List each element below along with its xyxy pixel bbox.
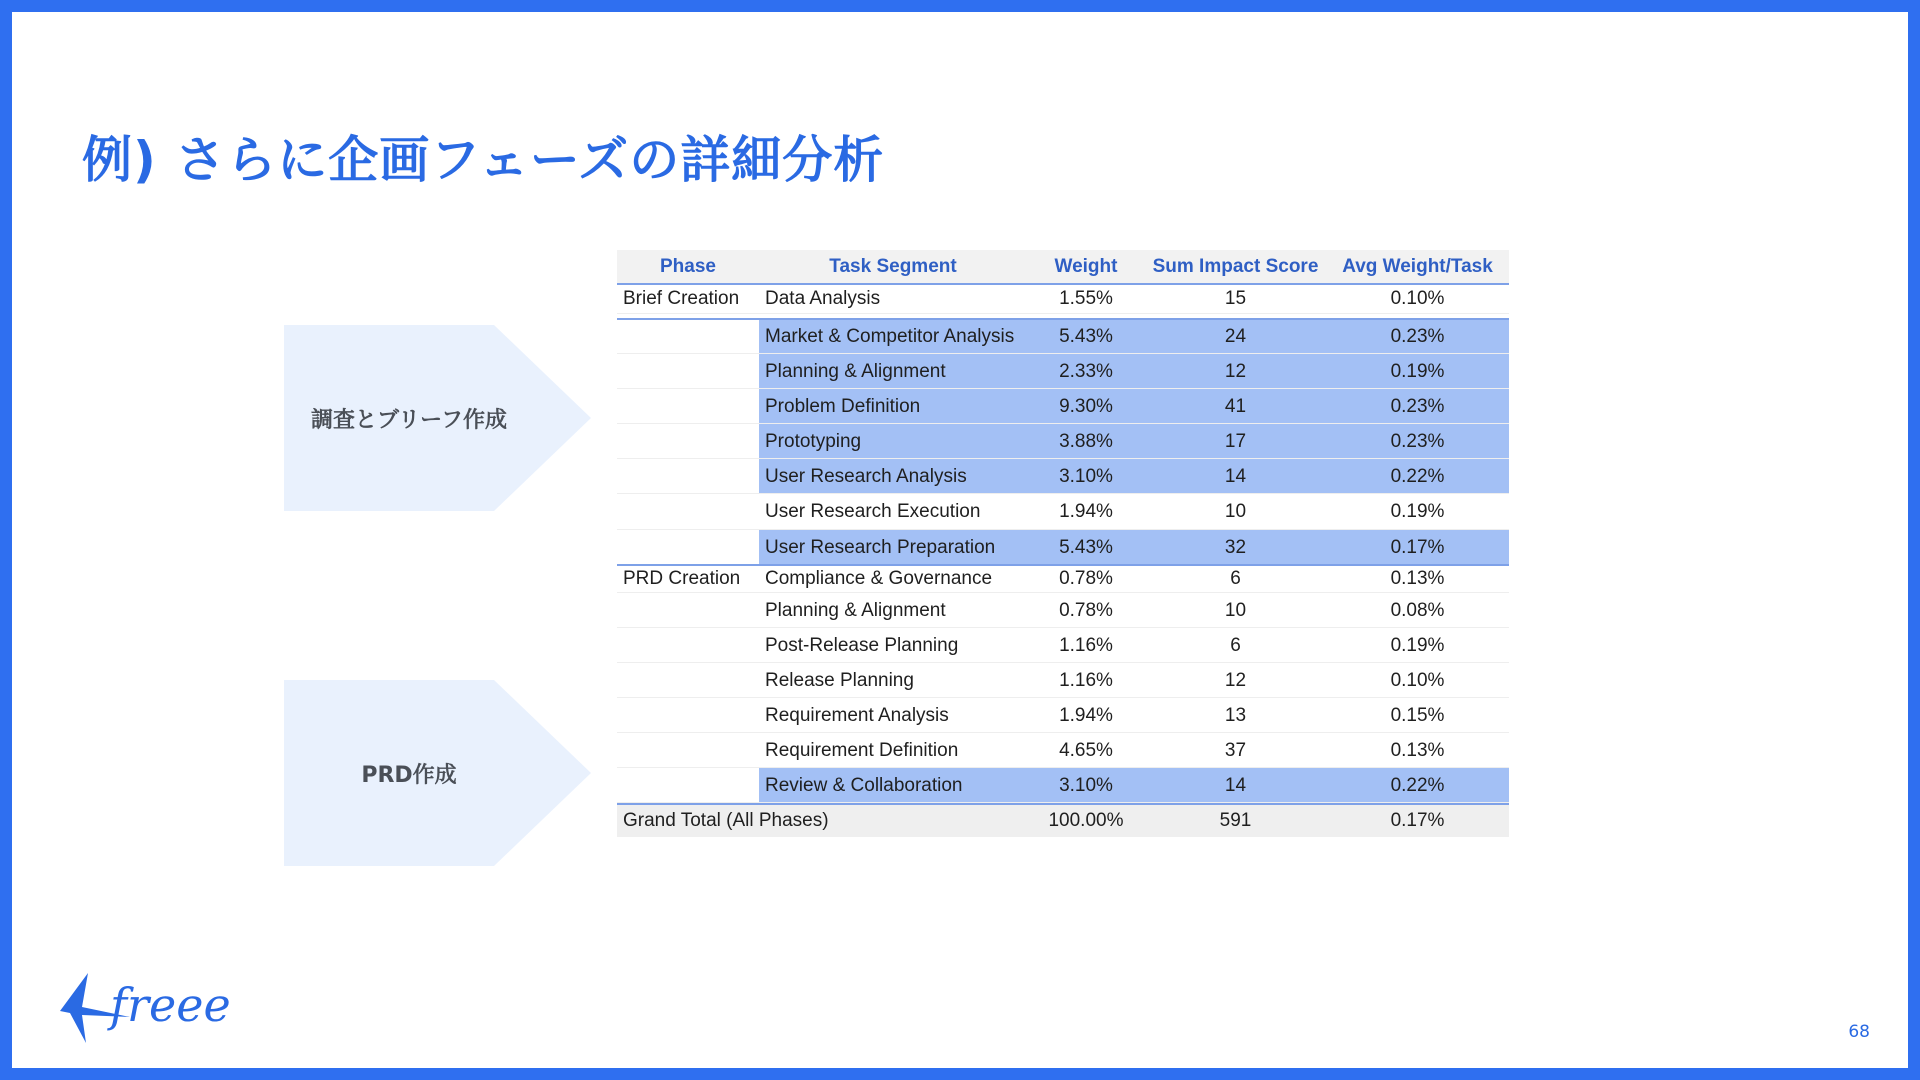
row-weight: 5.43% (1059, 325, 1113, 347)
row-score: 37 (1224, 739, 1247, 761)
row-phase: PRD Creation (623, 568, 741, 589)
table-row (617, 530, 1509, 565)
row-phase (617, 593, 759, 628)
row-weight: 1.94% (1059, 704, 1113, 726)
row-score: 10 (1224, 599, 1247, 621)
row-task-segment: User Research Execution (765, 501, 981, 522)
row-weight: 1.16% (1059, 669, 1113, 691)
header-avg-weight-task: Avg Weight/Task (1342, 255, 1493, 277)
table-row (617, 768, 1509, 803)
table-row (617, 628, 1509, 663)
row-score: 24 (1224, 325, 1247, 347)
row-phase (617, 530, 759, 565)
phase-arrow-label: 調査とブリーフ作成 (310, 407, 508, 433)
row-avg: 0.13% (1390, 568, 1445, 589)
row-avg: 0.22% (1390, 774, 1445, 796)
row-phase (617, 424, 759, 459)
row-weight: 5.43% (1059, 536, 1113, 558)
row-phase (617, 389, 759, 424)
page-number: 68 (1848, 1022, 1870, 1042)
row-task-segment: Post-Release Planning (765, 634, 959, 656)
table-header (617, 250, 1509, 285)
row-separator (617, 313, 1509, 314)
row-weight: 1.16% (1059, 634, 1113, 656)
row-score: 13 (1224, 704, 1247, 726)
row-score: 10 (1224, 501, 1247, 522)
row-score: 6 (1230, 634, 1241, 656)
logo-wordmark: freee (110, 978, 231, 1032)
row-task-segment: Market & Competitor Analysis (765, 325, 1015, 347)
total-score: 591 (1219, 810, 1252, 831)
grand-total-row (617, 805, 1509, 837)
phase-arrow-research (284, 325, 591, 511)
table-row (617, 389, 1509, 424)
row-weight: 3.88% (1059, 430, 1113, 452)
row-weight: 3.10% (1059, 465, 1113, 487)
row-avg: 0.19% (1390, 634, 1445, 656)
row-phase (617, 494, 759, 530)
row-task-segment: Planning & Alignment (765, 599, 946, 621)
row-avg: 0.23% (1390, 395, 1445, 417)
row-phase (617, 733, 759, 768)
table-row (617, 593, 1509, 628)
row-avg: 0.10% (1390, 669, 1445, 691)
table-row (617, 459, 1509, 494)
header-phase: Phase (660, 255, 716, 277)
header-weight: Weight (1054, 255, 1118, 277)
row-avg: 0.22% (1390, 465, 1445, 487)
row-task-segment: User Research Preparation (765, 536, 996, 558)
row-weight: 0.78% (1059, 568, 1113, 589)
row-weight: 0.78% (1059, 599, 1113, 621)
row-task-segment: Data Analysis (765, 287, 881, 309)
row-phase (617, 698, 759, 733)
phase-divider (617, 564, 1509, 566)
row-score: 6 (1230, 568, 1241, 589)
row-score: 12 (1224, 360, 1247, 382)
row-task-segment: Requirement Definition (765, 739, 959, 761)
row-avg: 0.13% (1390, 739, 1445, 761)
row-phase (617, 663, 759, 698)
table-row (617, 319, 1509, 354)
row-score: 17 (1224, 430, 1247, 452)
phase-arrow-prd (284, 680, 591, 866)
row-weight: 4.65% (1059, 739, 1113, 761)
table-row (617, 354, 1509, 389)
row-task-segment: Review & Collaboration (765, 774, 963, 796)
table-row (617, 494, 1509, 530)
row-score: 12 (1224, 669, 1247, 691)
row-score: 14 (1224, 774, 1247, 796)
freee-logo (42, 967, 252, 1047)
total-label: Grand Total (All Phases) (623, 810, 829, 831)
table-row (617, 733, 1509, 768)
row-score: 32 (1224, 536, 1247, 558)
row-avg: 0.17% (1390, 536, 1445, 558)
row-avg: 0.19% (1390, 501, 1445, 522)
table-row (617, 283, 1509, 314)
row-score: 41 (1224, 395, 1247, 417)
row-phase (617, 354, 759, 389)
table-row (617, 565, 1509, 593)
row-weight: 1.94% (1059, 501, 1113, 522)
phase-divider (617, 318, 1509, 320)
row-task-segment: Release Planning (765, 669, 914, 691)
row-score: 14 (1224, 465, 1247, 487)
page-title: 例) さらに企画フェーズの詳細分析 (82, 131, 885, 189)
slide (12, 12, 1908, 1068)
row-weight: 1.55% (1059, 287, 1113, 309)
header-task-segment: Task Segment (829, 255, 957, 277)
row-avg: 0.19% (1390, 360, 1445, 382)
row-phase (617, 628, 759, 663)
row-task-segment: Planning & Alignment (765, 360, 946, 382)
row-avg: 0.23% (1390, 430, 1445, 452)
row-task-segment: User Research Analysis (765, 465, 967, 487)
row-weight: 3.10% (1059, 774, 1113, 796)
table-row (617, 698, 1509, 733)
row-score: 15 (1224, 287, 1247, 309)
total-avg: 0.17% (1390, 810, 1445, 831)
row-task-segment: Requirement Analysis (765, 704, 949, 726)
header-sum-impact-score: Sum Impact Score (1152, 255, 1319, 277)
row-avg: 0.10% (1390, 287, 1445, 309)
row-avg: 0.08% (1390, 599, 1445, 621)
row-task-segment: Problem Definition (765, 395, 921, 417)
phase-arrow-label: PRD作成 (361, 762, 457, 788)
row-task-segment: Compliance & Governance (765, 568, 993, 589)
row-avg: 0.23% (1390, 325, 1445, 347)
row-phase: Brief Creation (623, 287, 740, 309)
total-weight: 100.00% (1048, 810, 1124, 831)
row-avg: 0.15% (1390, 704, 1445, 726)
table-row (617, 424, 1509, 459)
row-task-segment: Prototyping (765, 430, 862, 452)
row-phase (617, 319, 759, 354)
row-weight: 9.30% (1059, 395, 1113, 417)
row-weight: 2.33% (1059, 360, 1113, 382)
row-phase (617, 768, 759, 803)
table-row (617, 663, 1509, 698)
row-phase (617, 459, 759, 494)
bird-icon (42, 967, 252, 1047)
